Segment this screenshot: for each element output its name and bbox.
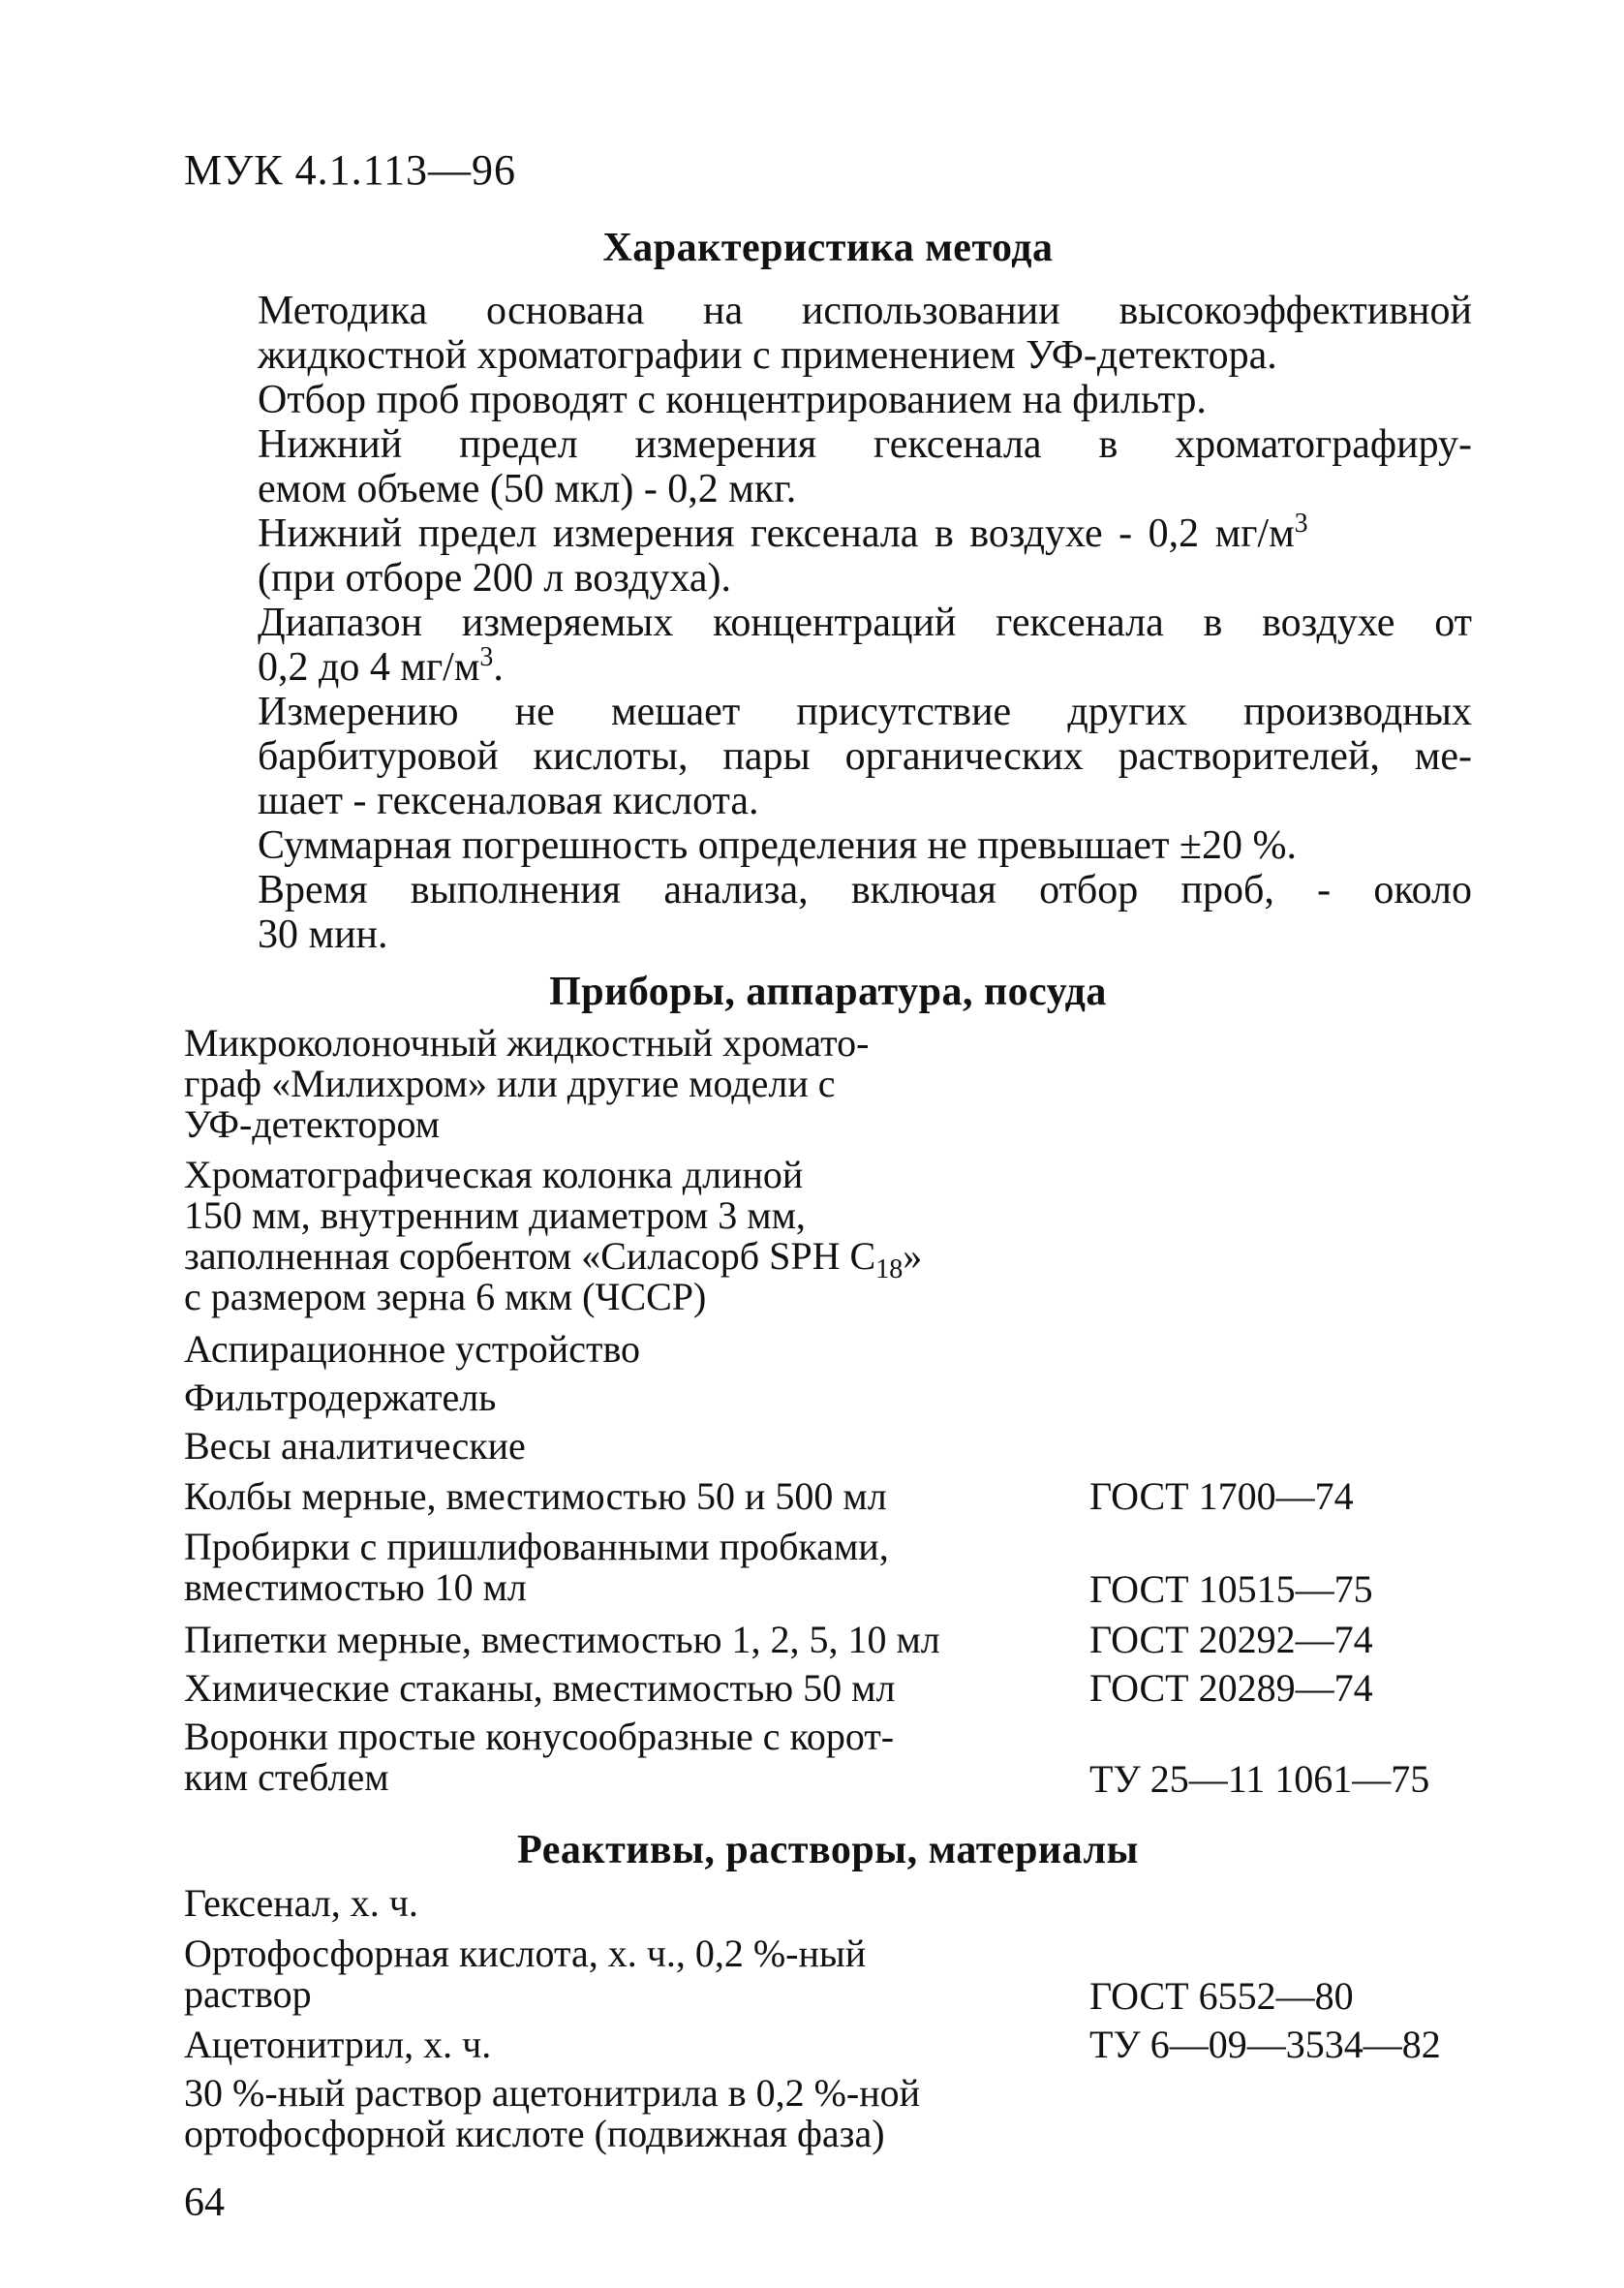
equipment-item: Пробирки с пришлифованными пробками, вместимостью 10 мл ГОСТ 10515—75: [184, 1525, 1373, 1611]
standard-reference: ГОСТ 20292—74: [1089, 1618, 1373, 1661]
equipment-item: Пипетки мерные, вместимостью 1, 2, 5, 10 мл ГОСТ 20292—74: [184, 1618, 1373, 1661]
reagent-item: 30 %-ный раствор ацетонитрила в 0,2 %-ной ортофосфорной кислоте (подвижная фаза): [184, 2071, 921, 2155]
standard-reference: ТУ 25—11 1061—75: [1089, 1757, 1430, 1801]
standard-reference: ТУ 6—09—3534—82: [1089, 2023, 1441, 2066]
document-page: [184, 0, 1472, 2288]
standard-reference: ГОСТ 10515—75: [1089, 1567, 1373, 1611]
reagent-item: Гексенал, х. ч.: [184, 1881, 418, 1925]
paragraph-method-6: Измерению не мешает присутствие других производных барбитуровой кислоты, пары органических растворителей, ме- шает - гексеналовая кислота.: [258, 690, 1472, 823]
section-title-equipment: Приборы, аппаратура, посуда: [549, 970, 1107, 1014]
document-code: МУК 4.1.113—96: [184, 146, 516, 194]
equipment-item: Аспирационное устройство: [184, 1327, 641, 1371]
paragraph-method-3: Нижний предел измерения гексенала в хроматографиру- емом объеме (50 мкл) - 0,2 мкг.: [258, 422, 1472, 511]
equipment-item: Воронки простые конусообразные с корот- ким стеблем ТУ 25—11 1061—75: [184, 1715, 1430, 1801]
page-number: 64: [184, 2180, 225, 2225]
equipment-item: Колбы мерные, вместимостью 50 и 500 мл ГОСТ 1700—74: [184, 1474, 1354, 1518]
standard-reference: ГОСТ 20289—74: [1089, 1666, 1373, 1710]
paragraph-method-8: Время выполнения анализа, включая отбор проб, - около 30 мин.: [258, 868, 1472, 957]
equipment-item: Химические стаканы, вместимостью 50 мл ГОСТ 20289—74: [184, 1666, 1373, 1710]
equipment-item: Микроколоночный жидкостный хромато- граф «Милихром» или другие модели с УФ-детектором: [184, 1021, 870, 1146]
paragraph-method-5: Диапазон измеряемых концентраций гексенала в воздухе от 0,2 до 4 $мг/м^3$.: [258, 601, 1472, 690]
section-title-reagents: Реактивы, растворы, материалы: [517, 1828, 1139, 1872]
equipment-item: Весы аналитические: [184, 1424, 526, 1468]
standard-reference: ГОСТ 1700—74: [1089, 1474, 1354, 1518]
equipment-item: Хроматографическая колонка длиной 150 мм, внутренним диаметром 3 мм, заполненная сорбентом «Силасорб SPH $C_{18}$» с размером зерна 6 мкм (ЧССР): [184, 1153, 923, 1318]
paragraph-method-4: Нижний предел измерения гексенала в воздухе - 0,2 $мг/м^3$ (при отборе 200 л воздуха).: [258, 509, 1308, 601]
standard-reference: ГОСТ 6552—80: [1089, 1974, 1354, 2018]
reagent-item: Ортофосфорная кислота, х. ч., 0,2 %-ный раствор ГОСТ 6552—80: [184, 1932, 1354, 2018]
paragraph-method-7: Суммарная погрешность определения не превышает ±20 %.: [258, 823, 1297, 868]
reagent-item: Ацетонитрил, х. ч. ТУ 6—09—3534—82: [184, 2023, 1441, 2066]
paragraph-method-2: Отбор проб проводят с концентрированием на фильтр.: [258, 378, 1207, 422]
equipment-item: Фильтродержатель: [184, 1376, 497, 1419]
section-title-method: Характеристика метода: [602, 226, 1054, 270]
paragraph-method-1: Методика основана на использовании высокоэффективной жидкостной хроматографии с применением УФ-детектора.: [258, 289, 1472, 378]
